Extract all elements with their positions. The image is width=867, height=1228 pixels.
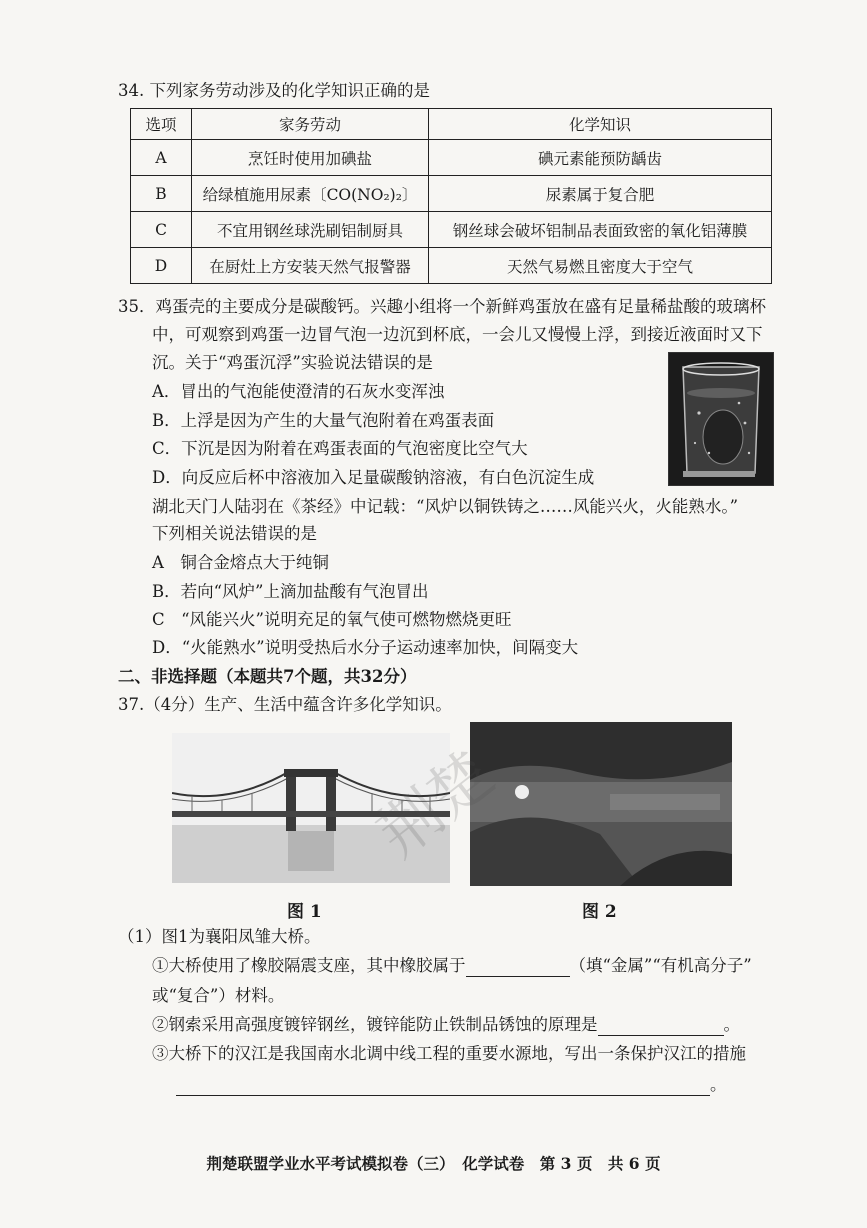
table-cell: 烹饪时使用加碘盐: [192, 140, 429, 176]
question-37-item2: [152, 1014, 740, 1036]
table-row: [131, 176, 772, 212]
table-header-row: [131, 109, 772, 140]
question-37-stem: 37.（4分）生产、生活中蕴含许多化学知识。: [118, 695, 452, 714]
figure-1-caption: 图 1: [287, 902, 322, 922]
question-35-stem-line2: 中，可观察到鸡蛋一边冒气泡一边沉到杯底，一会儿又慢慢上浮，到接近液面时又下: [152, 325, 763, 344]
table-cell: C: [131, 212, 192, 248]
table-cell: B: [131, 176, 192, 212]
table-cell: D: [131, 248, 192, 284]
table-row: [131, 248, 772, 284]
question-35-option-a: A．冒出的气泡能使澄清的石灰水变浑浊: [152, 382, 445, 401]
table-cell: 钢丝球会破坏铝制品表面致密的氧化铝薄膜: [429, 212, 772, 248]
question-34-stem: 34. 下列家务劳动涉及的化学知识正确的是: [118, 81, 430, 100]
question-34-table: [130, 108, 772, 284]
question-36-option-d: D．“火能熟水”说明受热后水分子运动速率加快，间隔变大: [152, 638, 579, 657]
question-35-option-c: C．下沉是因为附着在鸡蛋表面的气泡密度比空气大: [152, 439, 528, 458]
page-footer: 荆楚联盟学业水平考试模拟卷（三） 化学试卷 第 3 页 共 6 页: [206, 1154, 661, 1173]
watermark-stamp: 荆楚: [364, 737, 507, 871]
question-36-option-b: B．若向“风炉”上滴加盐酸有气泡冒出: [152, 582, 429, 601]
header-chem-knowledge: 化学知识: [429, 109, 772, 140]
question-36-option-a: A 铜合金熔点大于纯铜: [152, 553, 329, 572]
table-cell: 不宜用钢丝球洗刷铝制厨具: [192, 212, 429, 248]
egg-in-glass-photo: [668, 352, 774, 486]
question-36-stem-line2: 下列相关说法错误的是: [152, 524, 317, 543]
answer-blank-3[interactable]: [176, 1077, 710, 1096]
question-36-stem-line1: 湖北天门人陆羽在《茶经》中记载：“风炉以铜铁铸之……风能兴火，火能熟水。”: [152, 497, 739, 516]
question-36-option-c: C “风能兴火”说明充足的氧气使可燃物燃烧更旺: [152, 610, 512, 629]
header-housework: 家务劳动: [192, 109, 429, 140]
item2-end: 。: [723, 1015, 740, 1034]
item3-end: 。: [710, 1075, 727, 1094]
item1-text: ①大桥使用了橡胶隔震支座，其中橡胶属于: [152, 956, 466, 975]
question-35-stem-line3: 沉。关于“鸡蛋沉浮”实验说法错误的是: [152, 353, 433, 372]
question-37-sub1: （1）图1为襄阳凤雏大桥。: [118, 927, 321, 946]
table-cell: 天然气易燃且密度大于空气: [429, 248, 772, 284]
question-37-item3: ③大桥下的汉江是我国南水北调中线工程的重要水源地，写出一条保护汉江的措施: [152, 1044, 746, 1063]
question-37-item3-answer-line: [176, 1074, 727, 1096]
item2-text: ②钢索采用高强度镀锌钢丝，镀锌能防止铁制品锈蚀的原理是: [152, 1015, 598, 1034]
table-row: [131, 140, 772, 176]
question-35-option-d: D．向反应后杯中溶液加入足量碳酸钠溶液，有白色沉淀生成: [152, 468, 595, 487]
answer-blank-2[interactable]: [598, 1017, 724, 1036]
question-35-option-b: B．上浮是因为产生的大量气泡附着在鸡蛋表面: [152, 411, 495, 430]
item1-hint: （填“金属”“有机高分子”: [569, 956, 752, 975]
table-cell: 尿素属于复合肥: [429, 176, 772, 212]
section-2-heading: 二、非选择题（本题共7个题，共32分）: [118, 667, 417, 686]
figure-2-caption: 图 2: [582, 902, 617, 922]
table-cell: 给绿植施用尿素〔CO(NO₂)₂〕: [192, 176, 429, 212]
table-cell: 在厨灶上方安装天然气报警器: [192, 248, 429, 284]
table-row: [131, 212, 772, 248]
table-cell: 碘元素能预防龋齿: [429, 140, 772, 176]
header-option: 选项: [131, 109, 192, 140]
question-37-item1-line2: 或“复合”）材料。: [152, 986, 285, 1005]
question-35-stem-line1: 35．鸡蛋壳的主要成分是碳酸钙。兴趣小组将一个新鲜鸡蛋放在盛有足量稀盐酸的玻璃杯: [118, 297, 766, 316]
table-cell: A: [131, 140, 192, 176]
